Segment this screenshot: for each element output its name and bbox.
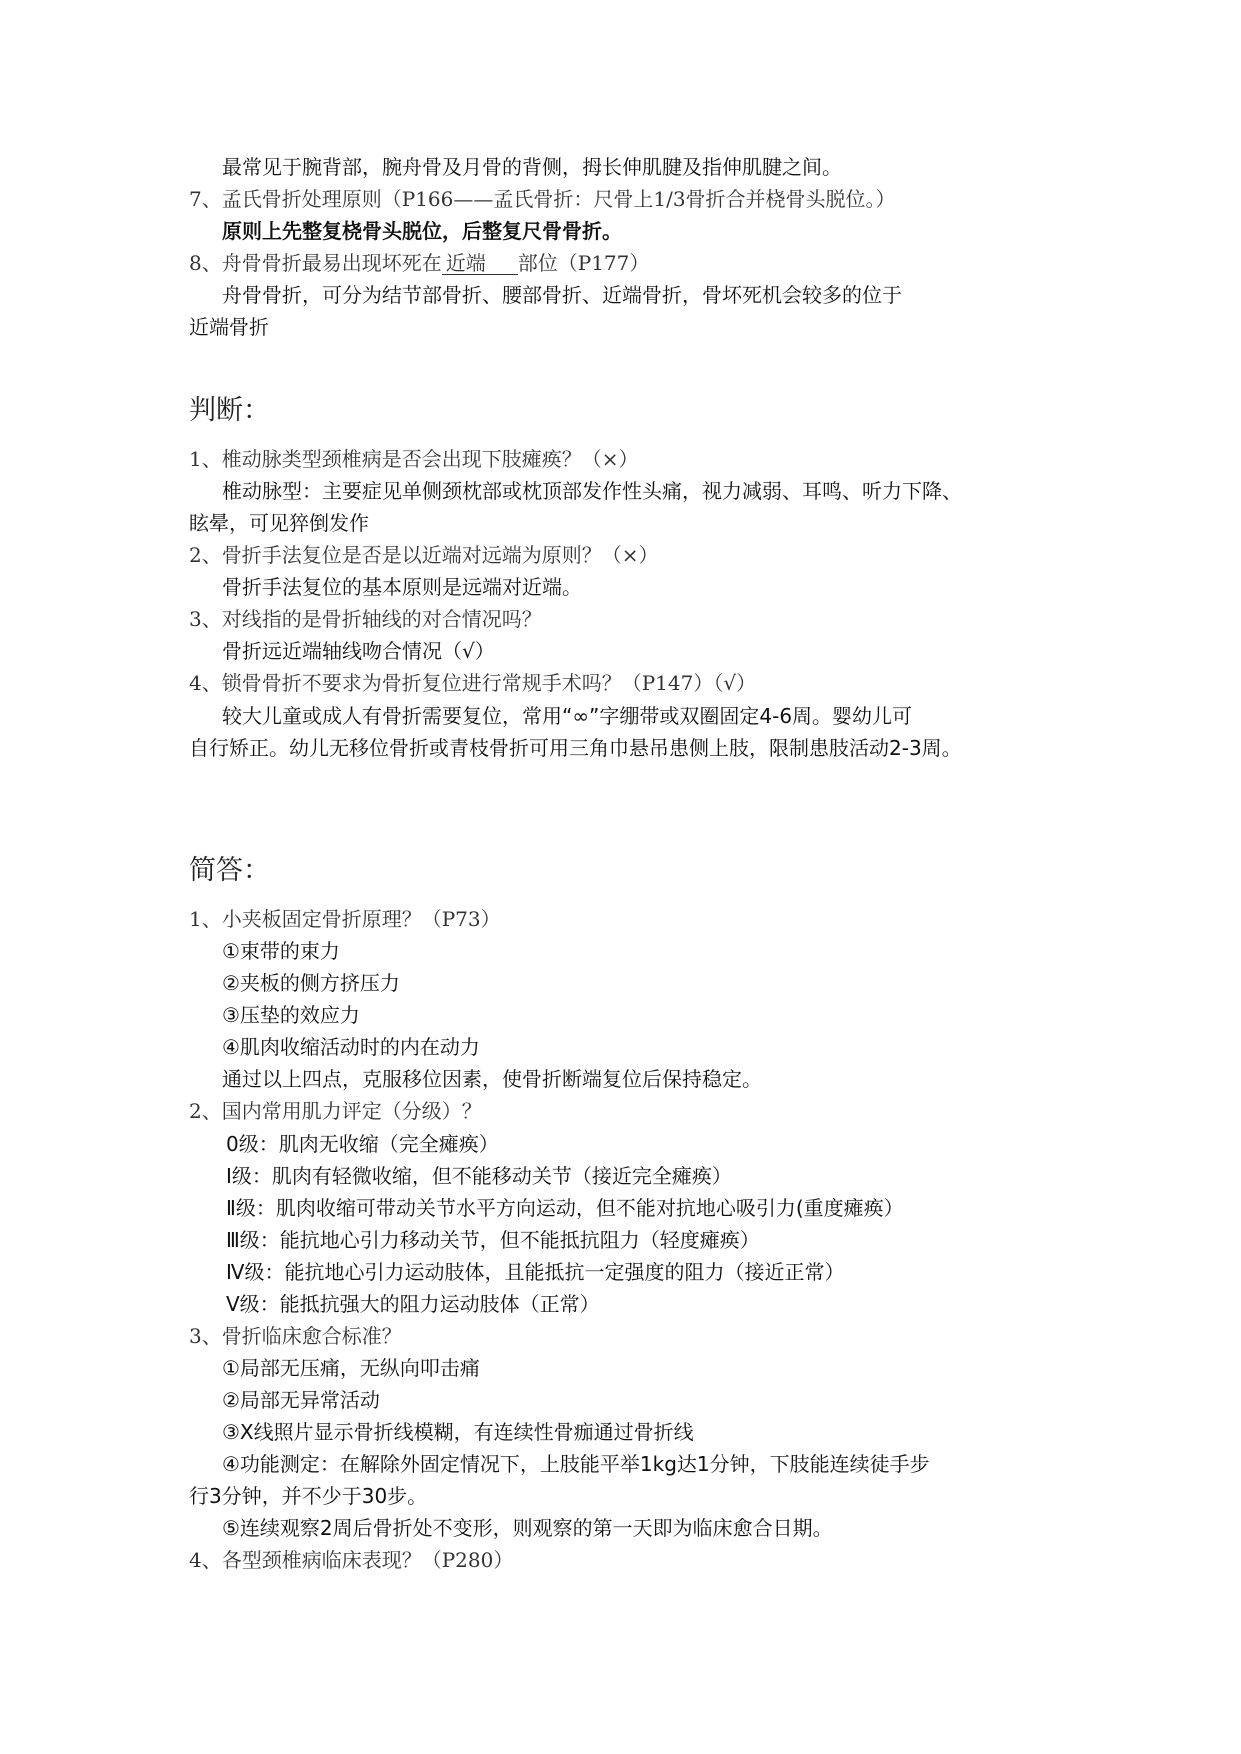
section-title-short: 简答： [189, 855, 270, 886]
muscle-grade-0: 0级：肌肉无收缩（完全瘫痪） [226, 1132, 499, 1156]
short-answer-1-item: ③压垫的效应力 [222, 1003, 360, 1027]
short-answer-1-item: ④肌肉收缩活动时的内在动力 [222, 1035, 480, 1059]
judge-question-1: 1、椎动脉类型颈椎病是否会出现下肢瘫痪？（×） [189, 447, 639, 471]
short-question-3: 3、骨折临床愈合标准？ [189, 1324, 402, 1348]
question-8-suffix: 部位（P177） [517, 251, 650, 275]
short-answer-3-item: ③X线照片显示骨折线模糊，有连续性骨痂通过骨折线 [222, 1420, 694, 1444]
short-answer-3-item: ⑤连续观察2周后骨折处不变形，则观察的第一天即为临床愈合日期。 [222, 1516, 833, 1540]
short-answer-3-item: ①局部无压痛，无纵向叩击痛 [222, 1356, 480, 1380]
short-answer-3-item: ②局部无异常活动 [222, 1388, 380, 1412]
section-title-judge: 判断： [189, 395, 270, 426]
question-8 [189, 250, 649, 276]
judge-answer-3: 骨折远近端轴线吻合情况（√） [222, 639, 495, 663]
judge-question-4: 4、锁骨骨折不要求为骨折复位进行常规手术吗？（P147）（√） [189, 671, 757, 695]
answer-8-line2: 近端骨折 [189, 315, 269, 339]
short-answer-3-item: ④功能测定：在解除外固定情况下，上肢能平举1kg达1分钟，下肢能连续徒手步 [222, 1452, 930, 1476]
short-answer-3-item: 行3分钟，并不少于30步。 [189, 1484, 428, 1508]
text-line: 最常见于腕背部，腕舟骨及月骨的背侧，拇长伸肌腱及指伸肌腱之间。 [222, 155, 842, 179]
short-question-1: 1、小夹板固定骨折原理？（P73） [189, 907, 501, 931]
question-8-blank: 近端 [442, 252, 518, 275]
judge-question-2: 2、骨折手法复位是否是以近端对远端为原则？（×） [189, 543, 659, 567]
short-question-2: 2、国内常用肌力评定（分级）？ [189, 1099, 482, 1123]
answer-7-bold: 原则上先整复桡骨头脱位，后整复尺骨骨折。 [222, 219, 622, 243]
judge-answer-1-line1: 椎动脉型：主要症见单侧颈枕部或枕顶部发作性头痛，视力减弱、耳鸣、听力下降、 [222, 479, 962, 503]
judge-question-3: 3、对线指的是骨折轴线的对合情况吗？ [189, 607, 542, 631]
judge-answer-4-line1: 较大儿童或成人有骨折需要复位，常用“∞”字绷带或双圈固定4-6周。婴幼儿可 [222, 704, 913, 728]
muscle-grade-4: Ⅳ级：能抗地心引力运动肢体，且能抵抗一定强度的阻力（接近正常） [226, 1260, 845, 1284]
judge-answer-1-line2: 眩晕，可见猝倒发作 [189, 511, 369, 535]
muscle-grade-1: Ⅰ级：肌肉有轻微收缩，但不能移动关节（接近完全瘫痪） [226, 1164, 732, 1188]
question-8-prefix: 8、舟骨骨折最易出现坏死在 [189, 251, 442, 275]
judge-answer-2: 骨折手法复位的基本原则是远端对近端。 [222, 575, 582, 599]
muscle-grade-2: Ⅱ级：肌肉收缩可带动关节水平方向运动，但不能对抗地心吸引力(重度瘫痪） [226, 1196, 904, 1220]
muscle-grade-3: Ⅲ级：能抗地心引力移动关节，但不能抵抗阻力（轻度瘫痪） [226, 1228, 760, 1252]
question-7: 7、孟氏骨折处理原则（P166——孟氏骨折：尺骨上1/3骨折合并桡骨头脱位。） [189, 187, 896, 211]
short-answer-1-item: ②夹板的侧方挤压力 [222, 971, 400, 995]
answer-8-line1: 舟骨骨折，可分为结节部骨折、腰部骨折、近端骨折，骨坏死机会较多的位于 [222, 283, 902, 307]
short-answer-1-summary: 通过以上四点，克服移位因素，使骨折断端复位后保持稳定。 [222, 1067, 762, 1091]
short-answer-1-item: ①束带的束力 [222, 939, 340, 963]
short-question-4: 4、各型颈椎病临床表现？（P280） [189, 1548, 514, 1572]
judge-answer-4-line2: 自行矫正。幼儿无移位骨折或青枝骨折可用三角巾悬吊患侧上肢，限制患肢活动2-3周。 [189, 736, 962, 760]
muscle-grade-5: Ⅴ级：能抵抗强大的阻力运动肢体（正常） [226, 1292, 600, 1316]
